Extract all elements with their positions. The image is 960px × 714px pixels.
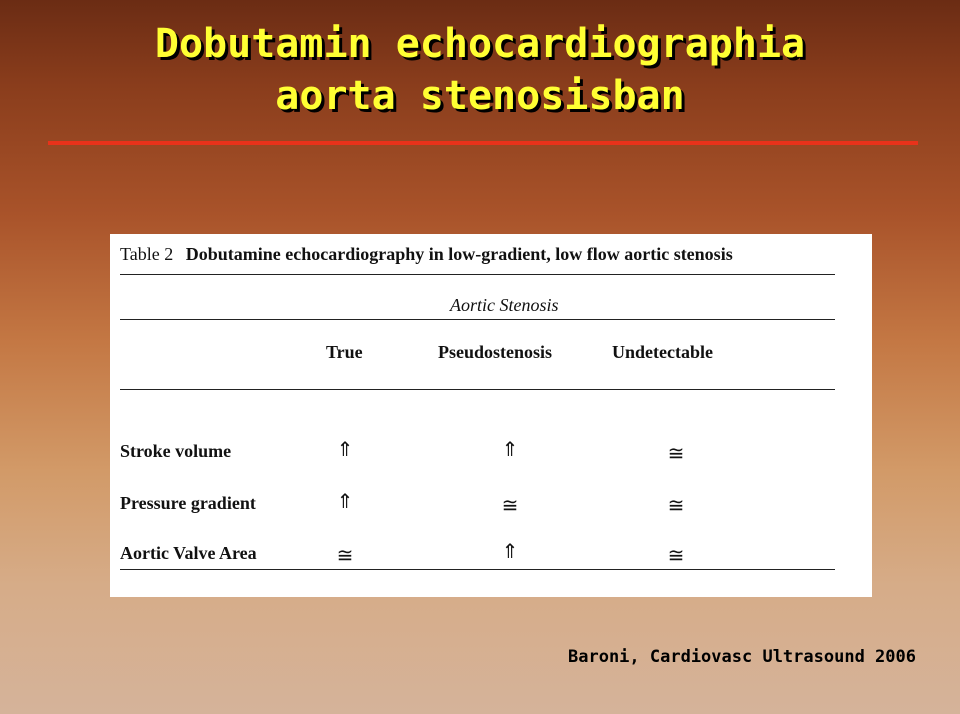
table-cell: ≅ bbox=[336, 545, 354, 567]
table-group-header: Aortic Stenosis bbox=[450, 295, 559, 315]
table-cell: ≅ bbox=[667, 495, 685, 517]
table-caption bbox=[120, 244, 733, 265]
table-cell: ⇑ bbox=[501, 439, 519, 461]
table-caption-number: Table 2 bbox=[120, 244, 174, 264]
table-cell: ≅ bbox=[501, 495, 519, 517]
slide-title-line-1: Dobutamin echocardiographia bbox=[154, 21, 806, 67]
title-divider bbox=[48, 141, 918, 145]
column-header-undetectable: Undetectable bbox=[612, 342, 713, 362]
table-cell: ⇑ bbox=[336, 491, 354, 513]
row-label-aortic-valve-area: Aortic Valve Area bbox=[120, 543, 257, 563]
table-cell: ⇑ bbox=[501, 541, 519, 563]
table-rule-bottom bbox=[120, 569, 835, 570]
table-cell: ≅ bbox=[667, 545, 685, 567]
table-caption-text: Dobutamine echocardiography in low-gradient, low flow aortic stenosis bbox=[185, 244, 733, 264]
column-header-true: True bbox=[326, 342, 363, 362]
table-rule-group bbox=[120, 319, 835, 320]
slide-title-line-2: aorta stenosisban bbox=[275, 73, 685, 119]
table-cell: ⇑ bbox=[336, 439, 354, 461]
table-figure bbox=[110, 234, 872, 597]
table-cell: ≅ bbox=[667, 443, 685, 465]
column-header-pseudostenosis: Pseudostenosis bbox=[438, 342, 553, 362]
row-label-pressure-gradient: Pressure gradient bbox=[120, 493, 256, 513]
slide-title bbox=[0, 18, 960, 122]
table-rule-header bbox=[120, 389, 835, 390]
row-label-stroke-volume: Stroke volume bbox=[120, 441, 232, 461]
table-rule-top bbox=[120, 274, 835, 275]
citation: Baroni, Cardiovasc Ultrasound 2006 bbox=[568, 647, 916, 667]
